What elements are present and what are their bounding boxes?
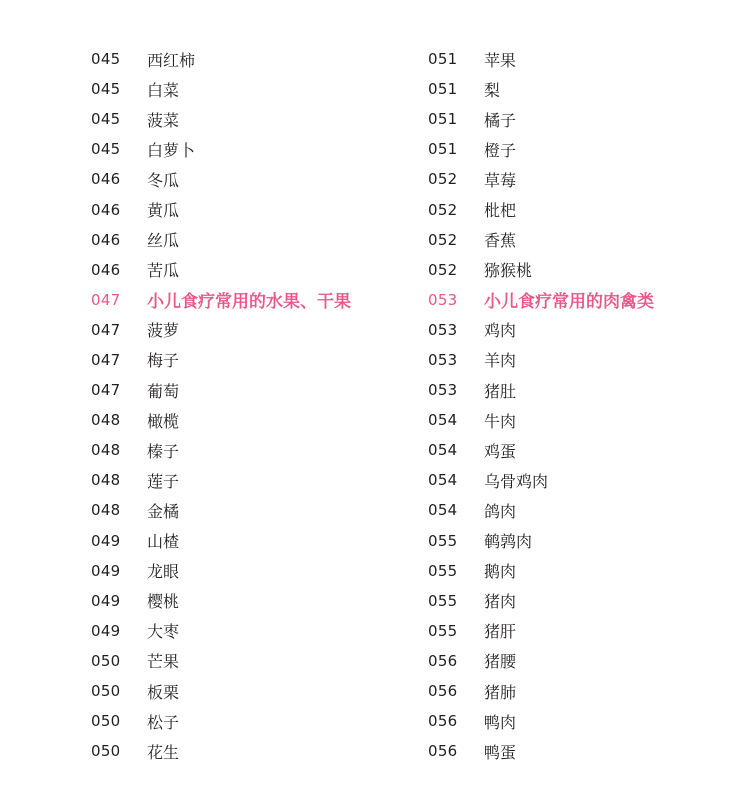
entry-title: 菠菜: [147, 110, 180, 130]
toc-entry: [91, 405, 411, 435]
toc-entry: [428, 345, 728, 375]
toc-entry: [91, 526, 411, 556]
entry-title: 梅子: [147, 351, 180, 371]
page-number: 053: [428, 350, 458, 369]
entry-title: 鸭肉: [484, 712, 517, 732]
toc-entry: [91, 74, 411, 104]
toc-right-column: [428, 44, 728, 766]
entry-title: 猪腰: [484, 652, 517, 672]
page-number: 048: [91, 501, 121, 520]
page-number: 048: [91, 471, 121, 490]
toc-entry: [428, 44, 728, 74]
page-number: 051: [428, 110, 458, 129]
entry-title: 鸭蛋: [484, 742, 517, 762]
page-number: 049: [91, 531, 121, 550]
toc-entry: [428, 194, 728, 224]
toc-entry: [428, 706, 728, 736]
toc-section-heading: [428, 285, 728, 315]
entry-title: 鸡蛋: [484, 441, 517, 461]
toc-entry: [428, 74, 728, 104]
toc-left-column: [91, 44, 411, 766]
entry-title: 猪肺: [484, 682, 517, 702]
toc-entry: [428, 225, 728, 255]
entry-title: 牛肉: [484, 411, 517, 431]
toc-entry: [428, 164, 728, 194]
entry-title: 冬瓜: [147, 170, 180, 190]
entry-title: 山楂: [147, 532, 180, 552]
entry-title: 樱桃: [147, 592, 180, 612]
entry-title: 板栗: [147, 682, 180, 702]
entry-title: 猪肚: [484, 381, 517, 401]
toc-entry: [428, 315, 728, 345]
toc-entry: [428, 736, 728, 766]
entry-title: 菠萝: [147, 321, 180, 341]
page-number: 047: [91, 290, 121, 309]
toc-entry: [428, 104, 728, 134]
page-number: 056: [428, 682, 458, 701]
page-number: 055: [428, 621, 458, 640]
toc-entry: [91, 736, 411, 766]
entry-title: 苹果: [484, 50, 517, 70]
page-number: 049: [91, 561, 121, 580]
entry-title: 苦瓜: [147, 261, 180, 281]
page-number: 054: [428, 441, 458, 460]
toc-entry: [91, 164, 411, 194]
entry-title: 葡萄: [147, 381, 180, 401]
entry-title: 橄榄: [147, 411, 180, 431]
toc-entry: [91, 646, 411, 676]
page-number: 050: [91, 742, 121, 761]
toc-entry: [428, 646, 728, 676]
entry-title: 大枣: [147, 622, 180, 642]
page-number: 052: [428, 170, 458, 189]
entry-title: 猪肝: [484, 622, 517, 642]
entry-title: 鸽肉: [484, 501, 517, 521]
entry-title: 丝瓜: [147, 231, 180, 251]
page-number: 047: [91, 320, 121, 339]
toc-entry: [428, 405, 728, 435]
entry-title: 橙子: [484, 140, 517, 160]
entry-title: 芒果: [147, 652, 180, 672]
entry-title: 莲子: [147, 471, 180, 491]
page-number: 052: [428, 230, 458, 249]
entry-title: 鹌鹑肉: [484, 532, 533, 552]
page-number: 047: [91, 350, 121, 369]
section-title: 小儿食疗常用的肉禽类: [484, 292, 654, 313]
page-number: 055: [428, 591, 458, 610]
page-number: 053: [428, 381, 458, 400]
toc-entry: [91, 465, 411, 495]
entry-title: 西红柿: [147, 50, 196, 70]
page-number: 052: [428, 260, 458, 279]
toc-entry: [428, 616, 728, 646]
toc-entry: [91, 556, 411, 586]
page-number: 053: [428, 290, 458, 309]
toc-entry: [428, 255, 728, 285]
toc-entry: [91, 375, 411, 405]
page-number: 045: [91, 80, 121, 99]
entry-title: 白萝卜: [147, 140, 196, 160]
page-number: 051: [428, 50, 458, 69]
entry-title: 黄瓜: [147, 201, 180, 221]
toc-entry: [91, 225, 411, 255]
page-number: 045: [91, 110, 121, 129]
entry-title: 羊肉: [484, 351, 517, 371]
page-number: 051: [428, 80, 458, 99]
entry-title: 鹅肉: [484, 562, 517, 582]
page-number: 051: [428, 140, 458, 159]
page-number: 054: [428, 471, 458, 490]
toc-entry: [91, 435, 411, 465]
page-number: 048: [91, 411, 121, 430]
page-number: 054: [428, 501, 458, 520]
page-number: 048: [91, 441, 121, 460]
page-number: 049: [91, 591, 121, 610]
toc-entry: [428, 676, 728, 706]
page-number: 045: [91, 50, 121, 69]
page-number: 050: [91, 712, 121, 731]
toc-entry: [428, 586, 728, 616]
toc-entry: [428, 375, 728, 405]
toc-section-heading: [91, 285, 411, 315]
toc-entry: [91, 255, 411, 285]
toc-entry: [91, 495, 411, 525]
page-number: 052: [428, 200, 458, 219]
entry-title: 香蕉: [484, 231, 517, 251]
toc-entry: [91, 134, 411, 164]
page-number: 047: [91, 381, 121, 400]
entry-title: 龙眼: [147, 562, 180, 582]
toc-entry: [91, 44, 411, 74]
page-number: 056: [428, 712, 458, 731]
page-number: 050: [91, 682, 121, 701]
entry-title: 鸡肉: [484, 321, 517, 341]
toc-entry: [428, 556, 728, 586]
toc-entry: [91, 586, 411, 616]
toc-entry: [91, 616, 411, 646]
page-number: 045: [91, 140, 121, 159]
toc-entry: [428, 465, 728, 495]
entry-title: 乌骨鸡肉: [484, 471, 549, 491]
page-number: 046: [91, 170, 121, 189]
entry-title: 花生: [147, 742, 180, 762]
page-number: 046: [91, 200, 121, 219]
toc-entry: [428, 134, 728, 164]
toc-entry: [91, 345, 411, 375]
page-number: 056: [428, 742, 458, 761]
section-title: 小儿食疗常用的水果、干果: [147, 292, 351, 313]
toc-entry: [428, 526, 728, 556]
toc-entry: [91, 104, 411, 134]
page-number: 050: [91, 651, 121, 670]
page-number: 056: [428, 651, 458, 670]
page-number: 055: [428, 561, 458, 580]
entry-title: 草莓: [484, 170, 517, 190]
page-number: 046: [91, 230, 121, 249]
entry-title: 猕猴桃: [484, 261, 533, 281]
toc-entry: [428, 495, 728, 525]
toc-entry: [428, 435, 728, 465]
toc-entry: [91, 315, 411, 345]
entry-title: 梨: [484, 80, 501, 100]
entry-title: 猪肉: [484, 592, 517, 612]
toc-entry: [91, 194, 411, 224]
entry-title: 榛子: [147, 441, 180, 461]
page-number: 053: [428, 320, 458, 339]
entry-title: 松子: [147, 712, 180, 732]
page-number: 046: [91, 260, 121, 279]
entry-title: 枇杷: [484, 201, 517, 221]
page-number: 049: [91, 621, 121, 640]
toc-entry: [91, 706, 411, 736]
page-number: 054: [428, 411, 458, 430]
entry-title: 白菜: [147, 80, 180, 100]
entry-title: 橘子: [484, 110, 517, 130]
toc-entry: [91, 676, 411, 706]
entry-title: 金橘: [147, 501, 180, 521]
page-number: 055: [428, 531, 458, 550]
